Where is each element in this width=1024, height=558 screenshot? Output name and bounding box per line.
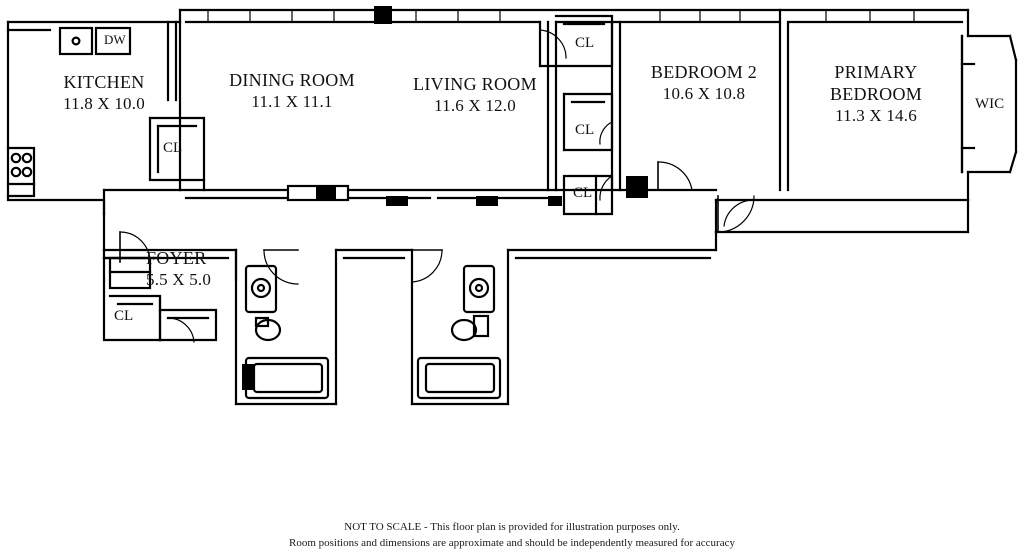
room-dims-primary: 11.3 X 14.6 xyxy=(835,105,917,125)
room-name-primary-line1: PRIMARY xyxy=(834,62,918,82)
room-dims-kitchen: 11.8 X 10.0 xyxy=(63,93,145,113)
room-name-bedroom2: BEDROOM 2 xyxy=(650,62,758,82)
room-name-dining: DINING ROOM xyxy=(229,70,355,90)
room-dims-dining: 11.1 X 11.1 xyxy=(251,91,333,111)
room-name-primary-line2: BEDROOM xyxy=(829,83,923,104)
appliance-label-dishwasher: DW xyxy=(104,32,126,47)
room-dims-bedroom2: 10.6 X 10.8 xyxy=(662,83,746,103)
closet-label-wic: WIC xyxy=(975,96,1005,112)
room-name-living: LIVING ROOM xyxy=(413,74,537,94)
closet-label-foyer: CL xyxy=(114,308,134,324)
closet-label-dining: CL xyxy=(163,140,183,156)
closet-label-living-3: CL xyxy=(573,185,593,201)
closet-label-living-1: CL xyxy=(575,35,595,51)
disclaimer-line-2: Room positions and dimensions are approximate and should be independently measured for accuracy xyxy=(289,537,735,550)
room-name-foyer: FOYER xyxy=(146,248,207,268)
closet-label-living-2: CL xyxy=(575,122,595,138)
wall-outline xyxy=(8,6,1016,404)
room-dims-foyer: 5.5 X 5.0 xyxy=(146,269,212,289)
room-name-kitchen: KITCHEN xyxy=(63,72,145,92)
disclaimer xyxy=(0,520,1024,552)
disclaimer-line-1: NOT TO SCALE - This floor plan is provided for illustration purposes only. xyxy=(344,521,680,534)
room-dims-living: 11.6 X 12.0 xyxy=(434,95,516,115)
